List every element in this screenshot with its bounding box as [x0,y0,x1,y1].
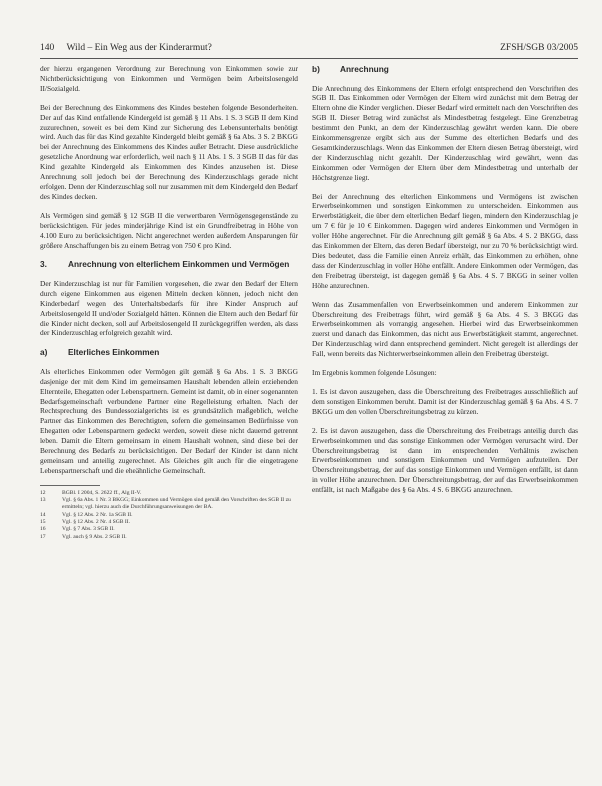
footnote: 12 BGBl. I 2004, S. 2622 ff., Alg II-V. [40,489,142,496]
journal-reference: ZFSH/SGB 03/2005 [500,43,578,53]
subsection-title: Elterliches Einkommen [68,347,160,358]
subsection-number: a) [40,347,48,358]
page-number: 140 [40,43,55,53]
paragraph: Bei der Berechnung des Einkommens des Kindes bestehen folgende Besonderheiten. Der auf das Kind entfallende Kindergeld ist gemäß § 11 Abs. 1 S. 3 SGB II dem Kind zuzurechnen, soweit es bei dem Kind zur Sicherung des Lebensunterhalts benötigt wird. Auch das für das Kind gezahlte Kindergeld bleibt gemäß § 6a Abs. 3 S. 2 BKGG bei der Anrechnung des Einkommens des Kindes außer Betracht. Diese ausdrückliche gesetzliche Anordnung war erforderlich, weil nach § 11 Abs. 1 S. 3 SGB II das für das Kind gezahlte Kindergeld als Einkommen des Kindes anzusehen ist. Diese Anrechnung soll jedoch bei der Berechnung des Kinderzuschlags gerade nicht erfolgen. Denn der Kinderzuschlag soll nur zusammen mit dem Kindergeld den Bedarf des Kindes decken. [40,102,298,201]
paragraph: Im Ergebnis kommen folgende Lösungen: [312,368,437,378]
header-rule [40,58,578,59]
right-column [312,64,578,504]
footnote: 13 Vgl. § 6a Abs. 1 Nr. 3 BKGG; Einkommen und Vermögen sind gemäß den Vorschriften des SGB II zu ermitteln; vgl. hierzu auch die Durchführungsanweisungen der BA. [40,497,291,511]
list-item: 1. Es ist davon auszugehen, dass die Überschreitung des Freibetrages ausschließlich auf dem sonstigen Einkommen beruht. Damit ist der Kinderzuschlag gemäß § 6a Abs. 4 S. 7 BKGG um den vollen Überschreitungsbetrag zu kürzen. [312,386,578,416]
section-title: Anrechnung von elterlichem Einkommen und Vermögen [68,259,290,270]
paragraph: Als Vermögen sind gemäß § 12 SGB II die verwertbaren Vermögensgegenstände zu berücksichtigen. Für jedes minderjährige Kind ist ein Grundfreibetrag in Höhe von 4.100 Euro zu berücksichtigen. Nicht angerechnet werden außerdem Ansparungen für größere Anschaffungen bis zu einem Betrag von 750 € pro Kind. [40,210,298,250]
paragraph: Der Kinderzuschlag ist nur für Familien vorgesehen, die zwar den Bedarf der Eltern durch eigene Einkommen aus eigenen Mitteln decken können, jedoch nicht den Kinderbedarf wegen des Unterhaltsbedarfs für ihre Kinder Anspruch auf Arbeitslosengeld II und/oder Sozialgeld hätten. Können die Eltern auch den Bedarf für die Kinder nicht decken, soll auf Arbeitslosengeld II zurückgegriffen werden, als dass der Kinderzuschlag erfolgreich gezahlt wird. [40,278,298,338]
subsection-number: b) [312,64,320,74]
footnote-rule [40,485,100,486]
list-item: 2. Es ist davon auszugehen, dass die Überschreitung des Freibetrags anteilig durch das Erwerbseinkommen und das sonstige Einkommen oder Vermögen verursacht wird. Der Überschreitungsbetrag ist dann im entsprechenden Verhältnis zwischen Erwerbseinkommen und sonstigem Einkommen und Vermögen aufzuteilen. Der Überschreitungsbetrag, der auf das sonstige Einkommen und Vermögen entfällt, ist dann in voller Höhe anzurechnen. Der Überschreitungsbetrag, der auf das Erwerbseinkommen entfällt, ist nach Maßgabe des § 6a Abs. 4 S. 6 BKGG anzurechnen. [312,425,578,495]
header-left [40,42,222,54]
footnotes [40,490,298,541]
left-column [40,64,298,541]
section-number: 3. [40,259,47,270]
footnote: 15 Vgl. § 12 Abs. 2 Nr. 4 SGB II. [40,519,131,525]
footnote: 17 Vgl. auch § 9 Abs. 2 SGB II. [40,533,127,540]
paragraph: Die Anrechnung des Einkommens der Eltern erfolgt entsprechend den Vorschriften des SGB II. Das Einkommen oder Vermögen der Eltern wird zunächst mit dem Betrag der Eltern ohne die Kinder verglichen. Dieser Bedarf wird ermittelt nach den Vorschriften des SGB II. Dieser Betrag wird zunächst als Mindestbetrag festgelegt. Eine Grenzbetrag bestimmt den Punkt, an dem der Kinderzuschlag gewährt werden kann. Die obere Einkommensgrenze ergibt sich aus der Summe des elterlichen Bedarfs und des Gesamtkinderzuschlags. Wenn das Einkommen der Eltern diesen Betrag übersteigt, wird der Kinderzuschlag nicht gezahlt. Der Kinderzuschlag wird gewährt, wenn das Einkommen oder Vermögen der Eltern über dem Mindestbetrag und unterhalb der Höchstgrenze liegt. [312,83,578,182]
subsection-heading [312,64,578,75]
section-heading [40,259,298,270]
footnote: 16 Vgl. § 7 Abs. 3 SGB II. [40,526,115,533]
running-title: Wild – Ein Weg aus der Kinderarmut? [66,43,212,53]
paragraph: Wenn das Zusammenfallen von Erwerbseinkommen und anderem Einkommen zur Überschreitung des Freibetrags führt, wird gemäß § 6a Abs. 4 S. 3 BKGG das Erwerbseinkommen als vorrangig angesehen. Hierbei wird das Erwerbseinkommen zuerst und danach das Einkommen, das nicht aus Erwerbstätigkeit stammt, angerechnet. Der Kinderzuschlag wird dann entsprechend gemindert. Nicht geregelt ist allerdings der Fall, wenn bereits das Nichterwerbseinkommen allein den Freibetrag übersteigt. [312,299,578,359]
paragraph: der hierzu ergangenen Verordnung zur Berechnung von Einkommen sowie zur Nichtberücksichtigung von Einkommen und Vermögen beim Arbeitslosengeld II/Sozialgeld. [40,64,298,93]
footnote: 14 Vgl. § 12 Abs. 2 Nr. 1a SGB II. [40,511,133,518]
subsection-heading [40,347,298,358]
paragraph: Als elterliches Einkommen oder Vermögen gilt gemäß § 6a Abs. 1 S. 3 BKGG dasjenige der mit dem Kind im gemeinsamen Haushalt lebenden allein erziehenden Elternteile, Ehegatten oder Lebenspartnern. Gemeint ist damit, ob in einer sogenannten Bedarfsgemeinschaft verbundene Partner eine Regelleistung erhalten. Nach der Rechtsprechung des Bundessozialgerichts ist es grundsätzlich maßgeblich, welche Partner das Einkommen des Berechtigten, sofern die gemeinsamen Bedürfnisse von Ehegatten oder Lebenspartnern gedeckt werden, soweit diese nicht dauernd getrennt leben. Damit die Eltern gemeinsam in einem Haushalt wohnen, sind diese bei der Berechnung des Bedarfs zu berücksichtigen. Der Bedarf der Kinder ist dann nicht gemeinsam und anteilig zugerechnet. Als Gleiches gilt auch für die eingetragene Lebenspartnerschaft und die eheähnliche Gemeinschaft. [40,366,298,475]
page-header [40,42,578,56]
subsection-title: Anrechnung [340,64,389,74]
paragraph: Bei der Anrechnung des elterlichen Einkommens und Vermögens ist zwischen Erwerbseinkommen und sonstigen Einkommen zu unterscheiden. Einkommen aus Erwerbstätigkeit, die über dem elterlichen Bedarf liegen, mindern den Kinderzuschlag je um 7 € für je 10 € Einkommen. Dagegen wird anderes Einkommen und Vermögen in voller Höhe angerechnet. Für die Anrechnung gilt gemäß § 6a Abs. 4 S. 2 BKGG, dass das Einkommen der Eltern, das deren Bedarf übersteigt, nur zu 70 % berücksichtigt wird. Dies bedeutet, dass die Familie einen Anreiz erhält, das Einkommen zu erhöhen, ohne dass der Kinderzuschlag in voller Höhe entfällt. Andere Einkommen oder Vermögen, das den Freibetrag übersteigt, ist dagegen gemäß § 6a Abs. 4 S. 7 BKGG in seiner vollen Höhe anzurechnen. [312,191,578,290]
